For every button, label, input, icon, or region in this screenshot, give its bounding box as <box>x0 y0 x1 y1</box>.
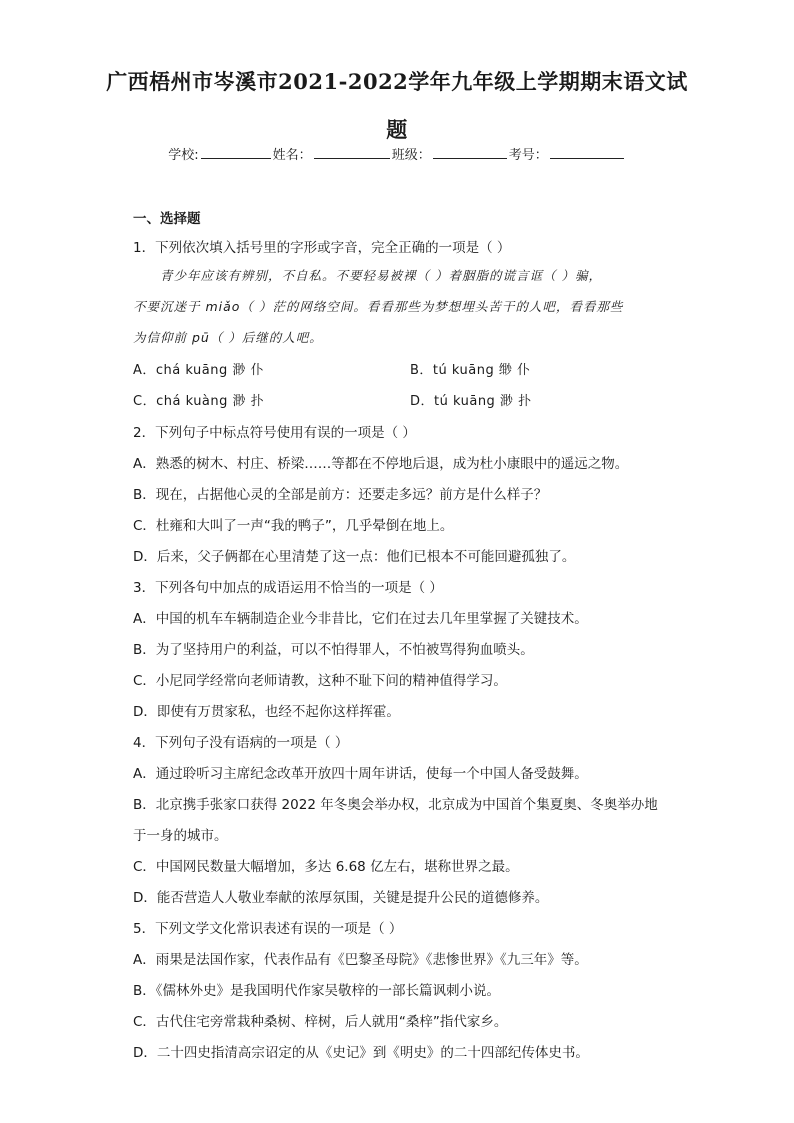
question-4-option-d: D．能否营造人人敬业奉献的浓厚氛围，关键是提升公民的道德修养。 <box>133 890 549 906</box>
question-2-option-c: C．杜雍和大叫了一声“我的鸭子”，几乎晕倒在地上。 <box>133 518 454 534</box>
name-blank <box>314 146 390 159</box>
question-2-option-d: D．后来，父子俩都在心里清楚了这一点：他们已根本不可能回避孤独了。 <box>133 549 576 565</box>
question-1-option-b: B．tú kuāng 缈 仆 <box>410 363 531 378</box>
question-2-stem: 2．下列句子中标点符号使用有误的一项是（ ） <box>133 425 416 441</box>
class-blank <box>433 146 507 159</box>
question-3-option-a: A．中国的机车车辆制造企业今非昔比，它们在过去几年里掌握了关键技术。 <box>133 611 588 627</box>
question-3-option-d: D．即使有万贯家私，也经不起你这样挥霍。 <box>133 704 400 720</box>
exam-no-label: 考号： <box>508 148 548 163</box>
question-3-stem: 3．下列各句中加点的成语运用不恰当的一项是（ ） <box>133 580 443 596</box>
question-4-option-b-continued: 于一身的城市。 <box>133 828 228 844</box>
school-label: 学校: <box>168 148 199 163</box>
exam-title-line2: 题 <box>386 117 408 142</box>
question-5-option-a: A．雨果是法国作家，代表作品有《巴黎圣母院》《悲惨世界》《九三年》等。 <box>133 952 588 968</box>
school-blank <box>201 146 271 159</box>
question-1-option-d: D．tú kuāng 渺 扑 <box>410 394 532 409</box>
question-3-option-c: C．小尼同学经常向老师请教，这种不耻下问的精神值得学习。 <box>133 673 507 689</box>
question-4-option-a: A．通过聆听习主席纪念改革开放四十周年讲话，使每一个中国人备受鼓舞。 <box>133 766 588 782</box>
class-label: 班级： <box>391 148 431 163</box>
question-2-option-b: B．现在，占据他心灵的全部是前方：还要走多远？前方是什么样子？ <box>133 487 548 503</box>
question-4-option-b: B．北京携手张家口获得 2022 年冬奥会举办权，北京成为中国首个集夏奥、冬奥举办地 <box>133 797 658 813</box>
question-5-option-c: C．古代住宅旁常栽种桑树、梓树，后人就用“桑梓”指代家乡。 <box>133 1014 508 1030</box>
exam-title-line1: 广西梧州市岑溪市2021-2022学年九年级上学期期末语文试 <box>106 69 688 94</box>
exam-no-blank <box>550 146 624 159</box>
question-1-passage-line: 为信仰前 pū（ ）后继的人吧。 <box>133 330 323 345</box>
question-5-option-b: B．《儒林外史》是我国明代作家吴敬梓的一部长篇讽刺小说。 <box>133 983 501 999</box>
student-info-row <box>0 144 794 163</box>
question-3-option-b: B．为了坚持用户的利益，可以不怕得罪人，不怕被骂得狗血喷头。 <box>133 642 534 658</box>
question-2-option-a: A．熟悉的树木、村庄、桥梁……等都在不停地后退，成为杜小康眼中的遥远之物。 <box>133 456 629 472</box>
question-1-option-a: A．chá kuāng 渺 仆 <box>133 363 264 378</box>
question-1-stem: 1．下列依次填入括号里的字形或字音，完全正确的一项是（ ） <box>133 240 511 256</box>
question-4-option-c: C．中国网民数量大幅增加，多达 6.68 亿左右，堪称世界之最。 <box>133 859 519 875</box>
section-heading: 一、选择题 <box>133 211 201 227</box>
question-4-stem: 4．下列句子没有语病的一项是（ ） <box>133 735 349 751</box>
question-5-option-d: D．二十四史指清高宗诏定的从《史记》到《明史》的二十四部纪传体史书。 <box>133 1045 589 1061</box>
question-1-passage-line: 不要沉迷于 miǎo（ ）茫的网络空间。看看那些为梦想埋头苦干的人吧，看看那些 <box>133 299 624 314</box>
question-5-stem: 5．下列文学文化常识表述有误的一项是（ ） <box>133 921 403 937</box>
question-1-passage-line: 青少年应该有辨别，不自私。不要轻易被裸（ ）着胭脂的谎言诓（ ）骗， <box>160 268 602 283</box>
name-label: 姓名： <box>272 148 312 163</box>
question-1-option-c: C．chá kuàng 渺 扑 <box>133 394 265 409</box>
